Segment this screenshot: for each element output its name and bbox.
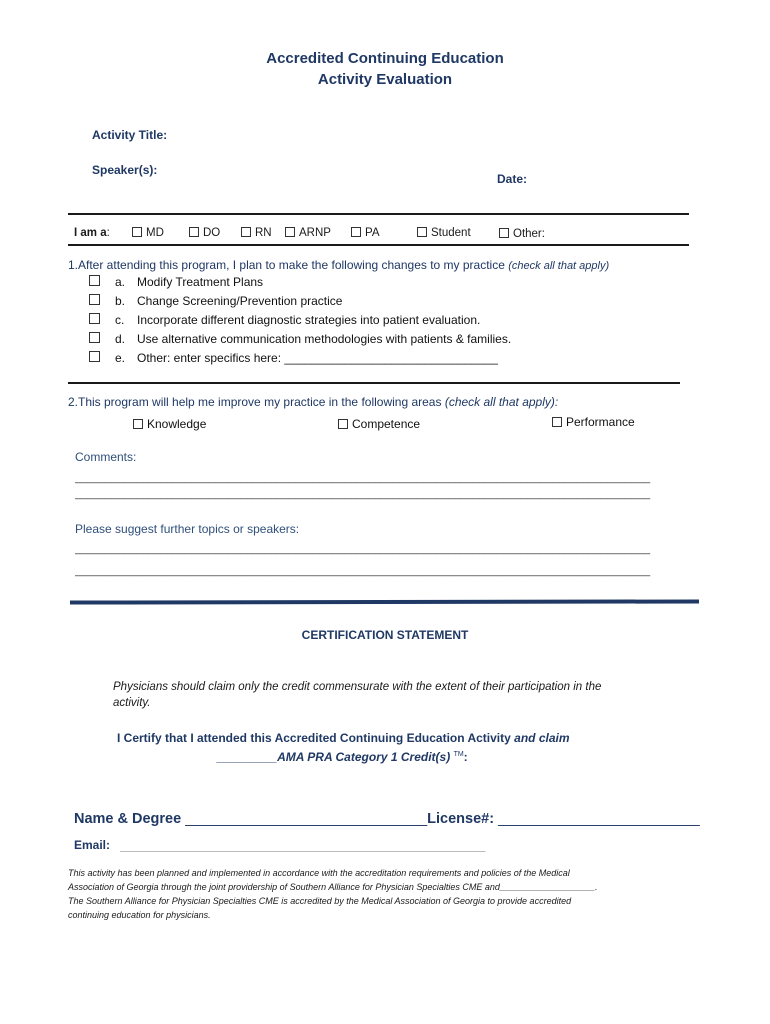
checkbox-icon[interactable]: [89, 351, 100, 362]
checkbox-icon[interactable]: [338, 419, 348, 429]
email-label: Email:: [74, 838, 111, 852]
date-label: Date:: [497, 172, 528, 186]
checkbox-icon[interactable]: [89, 313, 100, 324]
i-am-option-rn[interactable]: RN: [241, 227, 272, 239]
email-field[interactable]: _________________________________________________________________________: [120, 842, 486, 852]
q1-option-b[interactable]: b. Change Screening/Prevention practice: [89, 294, 342, 308]
divider-top: [68, 213, 689, 215]
q2-option-competence[interactable]: Competence: [338, 417, 420, 431]
checkbox-icon[interactable]: [241, 227, 251, 237]
i-am-option-md[interactable]: MD: [132, 227, 164, 239]
document-title-line1: Accredited Continuing Education: [266, 50, 504, 67]
q1-option-a[interactable]: a. Modify Treatment Plans: [89, 275, 263, 289]
suggest-label: Please suggest further topics or speakers:: [75, 522, 300, 536]
divider-certification: [70, 599, 699, 604]
checkbox-icon[interactable]: [133, 419, 143, 429]
checkbox-icon[interactable]: [417, 227, 427, 237]
q1-option-e[interactable]: e. Other: enter specifics here: ________________________________: [89, 351, 498, 365]
checkbox-icon[interactable]: [89, 275, 100, 286]
certify-statement: I Certify that I attended this Accredited Continuing Education Activity and claim: [117, 731, 570, 745]
credit-claim: _________AMA PRA Category 1 Credit(s) ™:: [217, 750, 468, 764]
divider-iam: [68, 244, 689, 246]
checkbox-icon[interactable]: [89, 294, 100, 305]
q2-option-performance[interactable]: Performance: [552, 415, 635, 429]
checkbox-icon[interactable]: [552, 417, 562, 427]
suggest-line-2[interactable]: ______________________________________________________________________________________________: [75, 565, 651, 577]
comments-label: Comments:: [75, 450, 137, 464]
q1-option-c[interactable]: c. Incorporate different diagnostic strategies into patient evaluation.: [89, 313, 480, 327]
activity-title-label: Activity Title:: [92, 128, 168, 142]
i-am-option-pa[interactable]: PA: [351, 227, 380, 239]
i-am-label: I am a:: [74, 227, 110, 239]
checkbox-icon[interactable]: [189, 227, 199, 237]
checkbox-icon[interactable]: [132, 227, 142, 237]
checkbox-icon[interactable]: [89, 332, 100, 343]
name-degree-row[interactable]: Name & Degree ______________________________License#: _________________________: [74, 811, 700, 827]
comments-line-1[interactable]: ______________________________________________________________________________________________: [75, 472, 651, 484]
question2-text: 2.This program will help me improve my practice in the following areas (check all that apply):: [68, 395, 559, 409]
i-am-option-do[interactable]: DO: [189, 227, 220, 239]
physicians-text-line2: activity.: [113, 697, 151, 709]
divider-q1: [68, 382, 680, 384]
checkbox-icon[interactable]: [351, 227, 361, 237]
speakers-label: Speaker(s):: [92, 163, 158, 177]
physicians-text-line1: Physicians should claim only the credit commensurate with the extent of their participation in the: [113, 681, 602, 693]
comments-line-2[interactable]: ______________________________________________________________________________________________: [75, 488, 651, 500]
footer-statement: This activity has been planned and implemented in accordance with the accreditation requirements and policies of the Medical Association of Georgia through the joint providership of Southern Alliance for Physician Specialties CME and___________________. The Southern Alliance for Physician Specialties CME is accredited by the Medical Association of Georgia to provide accredited continuing education for physicians.: [68, 868, 598, 920]
q1-option-d[interactable]: d. Use alternative communication methodologies with patients & families.: [89, 332, 511, 346]
q2-option-knowledge[interactable]: Knowledge: [133, 417, 206, 431]
i-am-option-arnp[interactable]: ARNP: [285, 227, 331, 239]
question1-text: 1.After attending this program, I plan to make the following changes to my practice (check all that apply): [68, 258, 610, 272]
checkbox-icon[interactable]: [499, 228, 509, 238]
checkbox-icon[interactable]: [285, 227, 295, 237]
suggest-line-1[interactable]: ______________________________________________________________________________________________: [75, 543, 651, 555]
certification-heading: CERTIFICATION STATEMENT: [301, 628, 469, 642]
i-am-option-student[interactable]: Student: [417, 227, 471, 239]
document-title-line2: Activity Evaluation: [317, 71, 453, 88]
i-am-option-other[interactable]: Other:: [499, 228, 545, 240]
